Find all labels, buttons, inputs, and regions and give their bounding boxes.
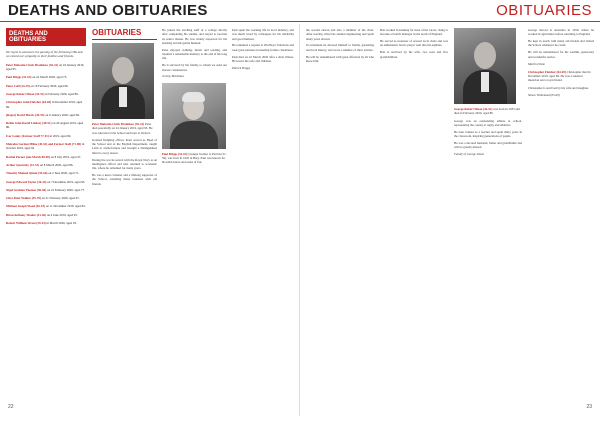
deceased-name: Robin John David Lindsay (48-51): [6, 121, 52, 126]
deceased-name: Paul Briggs (51-63): [6, 75, 32, 80]
deceased-name: Nigel Graham Thomas (50-60): [6, 187, 47, 192]
deceased-detail: on 8 July 2019, aged 47.: [50, 154, 82, 159]
obit-text-g: [528, 28, 594, 59]
paragraph: Paul died on 22 March 2020 after a short illness. He leaves his wife and children.: [232, 54, 294, 63]
obit-text-b: [162, 28, 227, 72]
caption-text: younger brother to Patrick (51-59), was born in 1945 in Bury. Paul was known for his kind nature and sense of fun.: [162, 151, 227, 165]
deaths-list-item: [6, 84, 86, 88]
deceased-detail: on 19 February 2020, aged 77.: [47, 187, 85, 192]
obit-text-g-end: [528, 86, 594, 90]
paragraph: Christopher is survived by his wife and daughter.: [528, 85, 589, 90]
caption-name: George Robert Dixon (44-51): [454, 107, 493, 111]
title-rule: [92, 39, 157, 40]
deceased-detail: on 4 June 2019, aged 95.: [46, 212, 78, 217]
paragraph: Isolated fledgling officer. Peter served as Head of the School and of the English Department, taught Latin to sixth-formers and brought a distinguished mind to every lesson.: [92, 137, 157, 155]
deceased-name: Malcolm Gordon Milne (45-62) and Former Staff (71-80): [6, 142, 82, 147]
paragraph: He later trained as a teacher and spent thirty years in the classroom, inspiring generations of pupils.: [454, 129, 522, 139]
deceased-name: George Robert Dixon (44-51): [6, 92, 45, 96]
deceased-name: Rachel Parner (née Marsh 88-90): [6, 154, 50, 159]
signature-dixon-family: Family of George Dixon: [454, 152, 485, 157]
obit-column-d: [306, 28, 374, 66]
deaths-list-item: [6, 134, 86, 138]
paragraph: He joined the teaching staff of a college shortly after completing his studies, and stayed to become its senior master. He was widely respected for his learning and his gentle humour.: [162, 28, 227, 45]
deceased-detail: on 2 June 2020, aged 71.: [48, 171, 80, 176]
paragraph: He was a devoted husband, father and grandfather and will be greatly missed.: [454, 140, 522, 150]
paragraph: George moved to Australia in 1959, where he worked in agriculture before returning to England.: [528, 28, 594, 37]
deaths-list-item: [6, 63, 86, 72]
deaths-list-item: [6, 100, 86, 109]
obit-text-c: [232, 28, 294, 63]
obit-text-f: [454, 119, 522, 150]
deceased-detail: on 11 November 2019, aged 84.: [45, 204, 86, 209]
portrait-photo-briggs: [162, 83, 226, 149]
deceased-detail: on 24 January 2019, aged 95.: [6, 62, 85, 72]
caption-briggs: [162, 152, 227, 165]
portrait-photo-bradshaw: [92, 43, 154, 119]
page-number-left: 22: [8, 404, 14, 410]
obit-column-a: [92, 28, 157, 189]
deaths-list-item: [6, 121, 86, 130]
obit-column-g: [528, 28, 594, 101]
caption-name: Peter Malcolm Clark Bradshaw (36-41): [92, 122, 145, 126]
paragraph: In retirement he devoted himself to family, gardening and local history, and wrote a number of short articles.: [306, 43, 374, 52]
header-right: [300, 0, 600, 22]
deaths-list-item: [6, 221, 86, 225]
deceased-detail: in 2019, aged 90.: [49, 133, 72, 138]
header-title-right: OBITUARIES: [496, 2, 592, 19]
deceased-detail: in March 2020, aged 93.: [46, 221, 77, 226]
deceased-detail: in December 2019, aged 69.: [6, 100, 83, 109]
obit-column-f: [454, 28, 522, 160]
deaths-list-item: [6, 171, 86, 175]
header-title-left: DEATHS AND OBITUARIES: [8, 2, 208, 19]
sidebar-heading: DEATHS AND OBITUARIES: [6, 28, 86, 46]
paragraph: During the war he served with the Royal Navy as an intelligence officer and later returned to academic life, where he remained for many years.: [92, 157, 157, 171]
deaths-list: [6, 63, 86, 226]
page-number-right: 23: [586, 404, 592, 410]
page-header: [0, 0, 600, 22]
deceased-name: George Edward Taylor (36-43): [6, 179, 47, 184]
caption-text: Peter died peacefully on 24 January 2019, aged 95. He was educated at the School and later at Oxford.: [92, 122, 153, 135]
deceased-name: Brian Anthony Wooler (41-46): [6, 212, 47, 217]
signature-briggs: Patrick Briggs: [232, 65, 251, 70]
obit-column-e: [380, 28, 448, 62]
deaths-list-item: [6, 163, 86, 167]
paragraph: Bob worked in banking for most of his career, rising to become a branch manager in the north of England.: [380, 28, 449, 37]
deaths-list-item: [6, 188, 86, 192]
paragraph: He served as treasurer of several local clubs and was an enthusiastic bowls player well into his eighties.: [380, 39, 448, 48]
paragraph: He will be remembered with great affection by all who knew him.: [306, 54, 374, 63]
obit-column-b: [162, 28, 227, 168]
paragraph: He kept in touch with many old friends and visited the School whenever he could.: [528, 39, 594, 48]
deceased-name: Peter Malcolm Clark Bradshaw (36-41): [6, 62, 59, 67]
deceased-name: Michael Joseph Wood (46-53): [6, 204, 46, 209]
deceased-detail: on 7 December 2019, aged 93.: [47, 179, 86, 184]
paragraph: Peter enjoyed walking, music and reading, and retained a remarkable memory to the end of his long life.: [162, 47, 227, 61]
deceased-detail: on 20 August 2019, aged 86.: [6, 121, 84, 130]
caption-name: Paul Briggs (51-63): [162, 151, 188, 156]
caption-fletcher: [528, 70, 594, 83]
paragraph: George was an outstanding athlete at school, representing the county at rugby and athletics.: [454, 118, 522, 127]
sidebar-intro: We regret to announce the passing of the following OBs and we extend our sympathy to their families and friends.: [6, 50, 83, 59]
obit-text-d: [306, 28, 374, 63]
portrait-photo-dixon: [454, 28, 516, 104]
deceased-detail: on 16 February 2020, aged 96.: [30, 83, 69, 88]
deaths-list-item: [6, 204, 86, 208]
obit-column-c: [232, 28, 294, 74]
left-page: [0, 24, 300, 416]
deceased-detail: in October 2019, aged 92.: [6, 142, 85, 151]
deceased-name: Robert William Wreat (39-44): [6, 221, 46, 226]
deceased-detail: on 22 March 2020, aged 75.: [32, 75, 68, 80]
caption-bradshaw: [92, 122, 157, 135]
deceased-name: Timothy Manuel Quinn (55-66): [6, 171, 48, 176]
deaths-list-item: [6, 92, 86, 96]
deaths-list-item: [6, 113, 86, 117]
deaths-list-item: [6, 142, 86, 151]
deceased-name: Peter Caff (34-39): [6, 83, 30, 88]
signature-dixon: Martin Dixon: [528, 61, 545, 66]
right-page: [300, 24, 600, 416]
obit-text-e: [380, 28, 448, 59]
deceased-name: (Roger) David Harris (49-55): [6, 112, 45, 117]
deceased-name: Christopher John Fletcher (64-69): [6, 100, 52, 105]
caption-text: Christopher died in December 2019, aged 69. He was a talented musician and a loyal friend.: [528, 69, 591, 83]
signature-fletcher: Simon Whitehead (65-69): [528, 92, 560, 97]
caption-name: Christopher Fletcher (64-69): [528, 69, 566, 74]
deaths-list-item: [6, 155, 86, 159]
deceased-name: Clive Brett Walker (55-70): [6, 196, 41, 201]
deaths-list-item: [6, 196, 86, 200]
deaths-list-item: [6, 75, 86, 79]
header-left: [0, 0, 300, 22]
deceased-detail: on 9 January 2020, aged 82.: [45, 112, 80, 117]
obituaries-title: OBITUARIES: [92, 28, 142, 37]
deceased-detail: on 8 March 2020, aged 86.: [39, 162, 74, 167]
paragraph: He is survived by his family, to whom we send our sincere condolences.: [162, 63, 227, 72]
deceased-detail: in February 2020, aged 86.: [45, 92, 79, 96]
deceased-name: Arthur Quarmby (41-51): [6, 162, 40, 167]
deceased-name: Ivor Lenny (Former Staff 77-91): [6, 133, 49, 138]
deaths-list-item: [6, 180, 86, 184]
deaths-list-item: [6, 213, 86, 217]
paragraph: He was a keen cricketer and a lifelong supporter of the School, attending many reunions with old friends.: [92, 173, 157, 186]
paragraph: He will be remembered for his warmth, generosity and wonderful stories.: [528, 50, 594, 59]
caption-dixon: [454, 107, 522, 116]
signature-bradshaw: Jeremy Bradshaw: [162, 74, 185, 79]
obit-text-a: [92, 138, 157, 186]
caption-text: was born in 1933 and died in February 2020, aged 86.: [454, 107, 520, 116]
paragraph: Paul spent his working life in local industry, and was much loved by colleagues for his reliability and good humour.: [232, 28, 294, 41]
paragraph: He remained a regular at Old Boys' functions and took great pleasure in meeting former classmates.: [232, 43, 294, 52]
deceased-detail: on 21 February 2020, aged 67.: [41, 196, 80, 201]
paragraph: Bob is survived by his wife, two sons and five grandchildren.: [380, 50, 448, 59]
deaths-sidebar: [6, 28, 86, 408]
paragraph: the second eleven and also a member of the choir. After leaving school he studied engineering and spent many years abroad.: [306, 28, 374, 41]
